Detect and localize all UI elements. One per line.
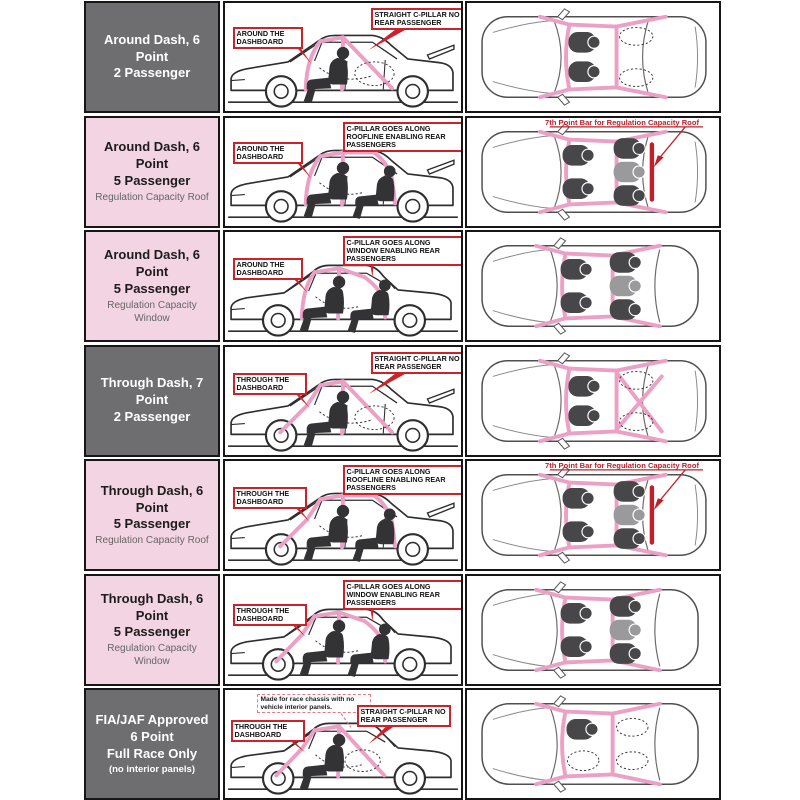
row-title-line1: Through Dash, 7 Point xyxy=(100,375,204,408)
row-label-through-6pt-5pass-roof xyxy=(84,459,220,571)
row-label-fia-jaf-6pt xyxy=(84,688,220,800)
row-title-line1: Through Dash, 6 Point xyxy=(100,590,204,623)
callout-c-pillar: C-PILLAR GOES ALONG WINDOW ENABLING REAR PASSENGERS xyxy=(343,580,463,610)
car-top-illustration xyxy=(467,3,719,111)
callout-c-pillar: STRAIGHT C-PILLAR NO REAR PASSENGER xyxy=(371,8,463,30)
row-title-line1: FIA/JAF Approved xyxy=(95,711,209,727)
sedan-top-body xyxy=(482,123,706,219)
row-title-line1: Through Dash, 6 Point xyxy=(100,482,204,515)
annotation-7th-point-bar: 7th Point Bar for Regulation Capacity Roof xyxy=(545,461,699,470)
sedan-top-body xyxy=(482,467,706,563)
row5-top-view xyxy=(465,459,721,571)
row7-side-view xyxy=(223,688,463,800)
row-title-line2: 5 Passenger xyxy=(113,172,191,188)
hatchback-top-body xyxy=(482,238,698,334)
row6-top-view xyxy=(465,574,721,686)
row-label-around-6pt-5pass-roof xyxy=(84,116,220,228)
row6-side-view xyxy=(223,574,463,686)
note-race-chassis: Made for race chassis with no vehicle interior panels. xyxy=(257,694,371,713)
annotation-7th-point-bar: 7th Point Bar for Regulation Capacity Roof xyxy=(545,117,699,127)
row-title-line2: 5 Passenger xyxy=(113,624,191,640)
row-title-line2: 2 Passenger xyxy=(113,408,191,424)
sedan-top-body xyxy=(482,9,706,105)
row-title-line1: Around Dash, 6 Point xyxy=(103,139,201,172)
row4-side-view xyxy=(223,345,463,457)
car-top-illustration xyxy=(467,461,719,569)
callout-c-pillar: C-PILLAR GOES ALONG ROOFLINE ENABLING REAR PASSENGERS xyxy=(343,465,463,495)
callout-c-pillar: C-PILLAR GOES ALONG ROOFLINE ENABLING REAR PASSENGERS xyxy=(343,122,463,152)
callout-dashboard: THROUGH THE DASHBOARD xyxy=(233,373,307,395)
row-title-line2: 2 Passenger xyxy=(113,65,191,81)
hatchback-top-body xyxy=(482,696,698,792)
row5-side-view xyxy=(223,459,463,571)
callout-dashboard: AROUND THE DASHBOARD xyxy=(233,142,303,164)
row-label-around-6pt-5pass-window xyxy=(84,230,220,342)
callout-c-pillar: STRAIGHT C-PILLAR NO REAR PASSENGER xyxy=(357,705,451,727)
row4-top-view xyxy=(465,345,721,457)
callout-dashboard: THROUGH THE DASHBOARD xyxy=(233,604,307,626)
row2-side-view xyxy=(223,116,463,228)
car-top-illustration xyxy=(467,576,719,684)
callout-c-pillar: STRAIGHT C-PILLAR NO REAR PASSENGER xyxy=(371,352,463,374)
car-top-illustration xyxy=(467,118,719,226)
row-title-line1: Around Dash, 6 Point xyxy=(103,247,201,280)
callout-dashboard: AROUND THE DASHBOARD xyxy=(233,27,303,49)
callout-c-pillar: C-PILLAR GOES ALONG WINDOW ENABLING REAR PASSENGERS xyxy=(343,236,463,266)
row-subtitle: Regulation Capacity Window xyxy=(107,643,197,668)
row3-top-view xyxy=(465,230,721,342)
row-subtitle: (no interior panels) xyxy=(108,763,196,775)
hatchback-top-body xyxy=(482,581,698,677)
row1-top-view xyxy=(465,1,721,113)
row-title-line2: 5 Passenger xyxy=(113,280,191,296)
car-top-illustration xyxy=(467,347,719,455)
row-title-line2: 5 Passenger xyxy=(113,516,191,532)
row-subtitle: Regulation Capacity Window xyxy=(107,299,197,324)
row2-top-view xyxy=(465,116,721,228)
row7-top-view xyxy=(465,688,721,800)
row-subtitle: Regulation Capacity Roof xyxy=(95,191,209,203)
row-title-line1: Around Dash, 6 Point xyxy=(103,31,201,64)
callout-dashboard: THROUGH THE DASHBOARD xyxy=(231,720,305,742)
row3-side-view xyxy=(223,230,463,342)
car-top-illustration xyxy=(467,690,719,798)
row1-side-view xyxy=(223,1,463,113)
row-label-through-7pt-2pass xyxy=(84,345,220,457)
row-label-around-6pt-2pass xyxy=(84,1,220,113)
row-title-line2: 6 Point xyxy=(130,728,174,744)
sedan-top-body xyxy=(482,352,706,448)
row-title-line3: Full Race Only xyxy=(106,745,198,761)
car-top-illustration xyxy=(467,232,719,340)
callout-dashboard: AROUND THE DASHBOARD xyxy=(233,258,303,280)
roll-cage-configuration-chart xyxy=(84,1,721,800)
row-subtitle: Regulation Capacity Roof xyxy=(95,535,209,547)
row-label-through-6pt-5pass-window xyxy=(84,574,220,686)
callout-dashboard: THROUGH THE DASHBOARD xyxy=(233,487,307,509)
